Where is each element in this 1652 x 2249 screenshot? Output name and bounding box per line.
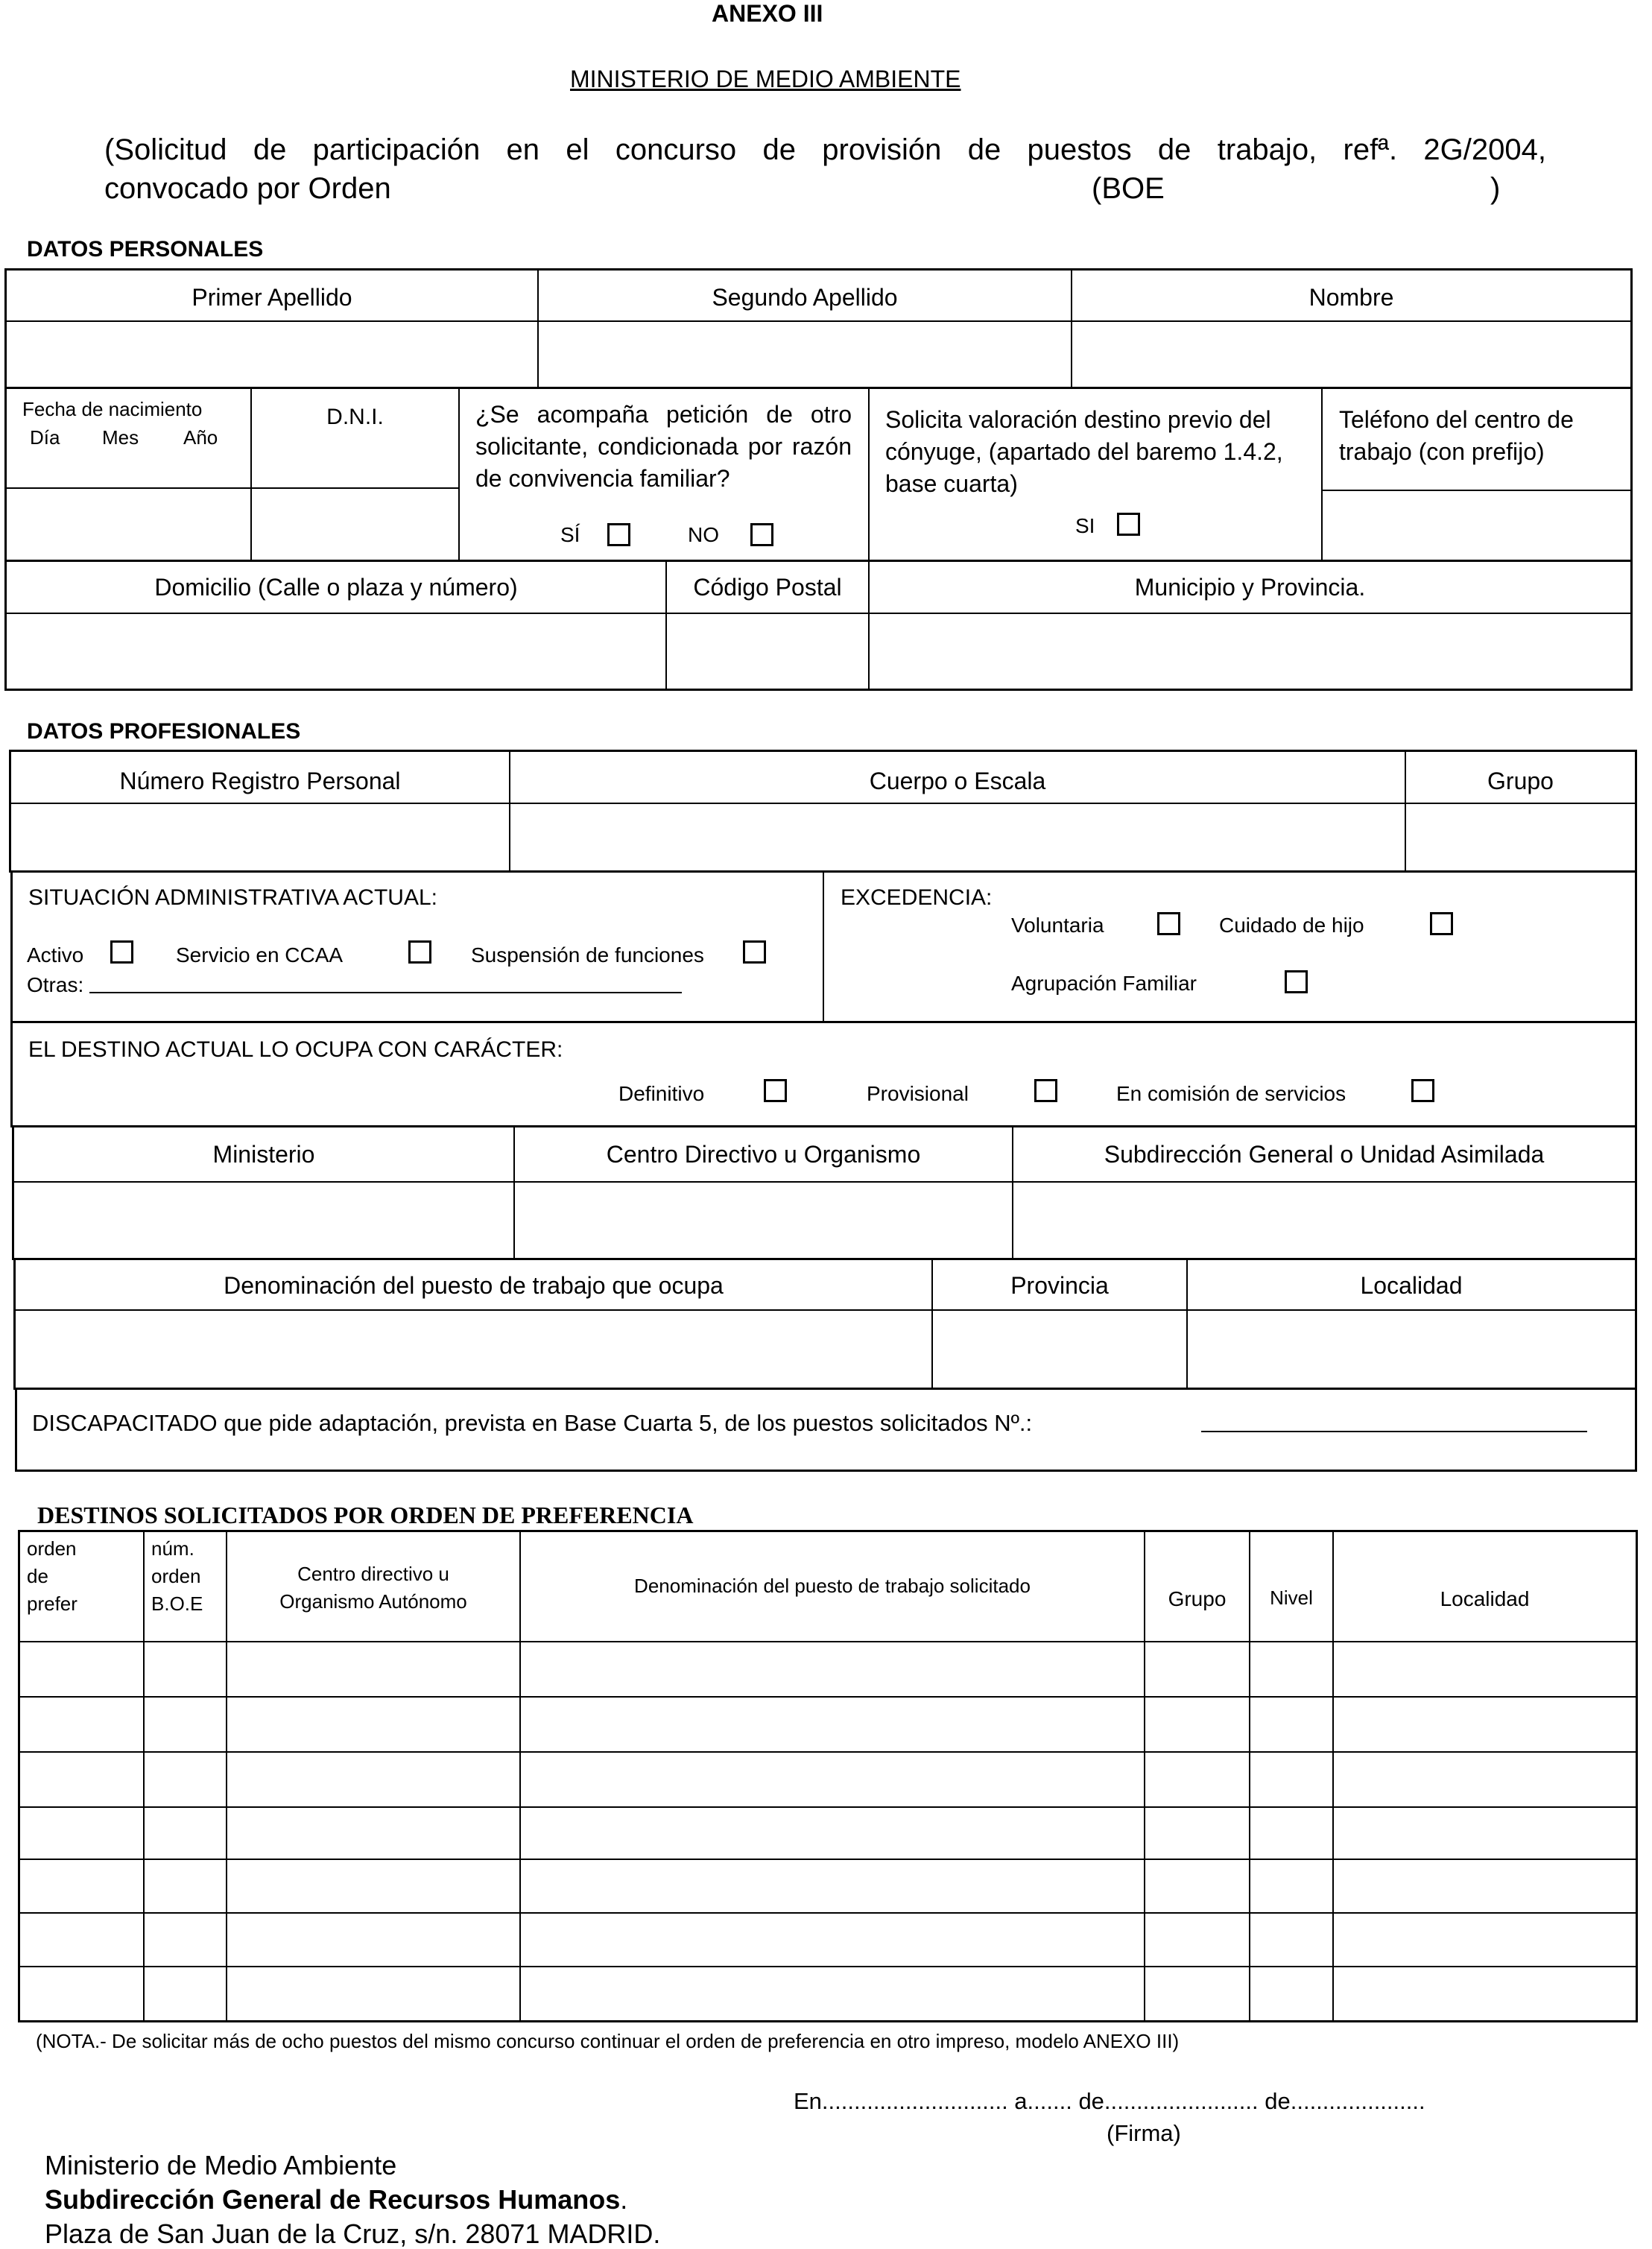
provisional-label: Provisional — [867, 1082, 969, 1105]
no-label: NO — [688, 523, 719, 546]
address-subdireccion-name: Subdirección General de Recursos Humanos — [45, 2184, 621, 2215]
col-num-line: orden — [151, 1565, 201, 1587]
suspension-checkbox[interactable] — [743, 940, 766, 964]
col-nivel-header: Nivel — [1270, 1587, 1313, 1609]
suspension-label: Suspensión de funciones — [471, 943, 704, 967]
excedencia-label: EXCEDENCIA: — [841, 885, 993, 910]
nrp-field[interactable] — [12, 806, 508, 870]
col-localidad-header: Localidad — [1440, 1587, 1530, 1610]
servicio-ccaa-checkbox[interactable] — [408, 940, 431, 964]
annex-title: ANEXO III — [712, 0, 823, 27]
col-num-header — [151, 1535, 203, 1618]
cuidado-hijo-label: Cuidado de hijo — [1219, 914, 1364, 937]
denominacion-field[interactable] — [16, 1312, 931, 1387]
discapacitado-field[interactable] — [1201, 1431, 1587, 1432]
agrupacion-label: Agrupación Familiar — [1011, 972, 1197, 995]
cuidado-hijo-checkbox[interactable] — [1430, 912, 1453, 935]
ministerio-field[interactable] — [15, 1184, 513, 1257]
nota-text: (NOTA.- De solicitar más de ocho puestos del mismo concurso continuar el orden de preferencia en otro impreso, modelo ANEXO III) — [36, 2030, 1180, 2052]
codigo-postal-label: Código Postal — [693, 574, 842, 601]
servicio-ccaa-label: Servicio en CCAA — [176, 943, 344, 967]
fecha-nacimiento-field[interactable] — [7, 490, 250, 559]
professional-section-title: DATOS PROFESIONALES — [27, 719, 301, 744]
col-centro-line: Organismo Autónomo — [279, 1590, 467, 1613]
si-checkbox[interactable] — [607, 523, 630, 546]
col-centro-line: Centro directivo u — [297, 1563, 449, 1585]
table-row[interactable] — [20, 1642, 1636, 1696]
firma-label: (Firma) — [1107, 2120, 1181, 2146]
col-orden-line: orden — [27, 1537, 77, 1560]
definitivo-label: Definitivo — [618, 1082, 705, 1105]
situacion-label: SITUACIÓN ADMINISTRATIVA ACTUAL: — [28, 885, 437, 910]
dni-field[interactable] — [253, 490, 458, 559]
codigo-postal-field[interactable] — [668, 616, 867, 688]
ministry-title: MINISTERIO DE MEDIO AMBIENTE — [570, 66, 961, 92]
subdireccion-label: Subdirección General o Unidad Asimilada — [1104, 1141, 1545, 1168]
destinos-section-title: DESTINOS SOLICITADOS POR ORDEN DE PREFERENCIA — [37, 1502, 694, 1528]
table-row[interactable] — [20, 1753, 1636, 1806]
segundo-apellido-label: Segundo Apellido — [712, 284, 898, 311]
dia-label: Día — [30, 426, 60, 449]
table-row[interactable] — [20, 1914, 1636, 1966]
activo-label: Activo — [27, 943, 84, 967]
primer-apellido-label: Primer Apellido — [192, 284, 352, 311]
otras-field[interactable] — [89, 992, 682, 993]
si-valoracion-label: SI — [1075, 514, 1095, 537]
intro-line-1: (Solicitud de participación en el concurso de provisión de puestos de trabajo, refª. 2G/2004, — [104, 133, 1546, 166]
domicilio-field[interactable] — [7, 616, 665, 688]
col-num-line: núm. — [151, 1537, 194, 1560]
cuerpo-field[interactable] — [511, 806, 1404, 870]
telefono-label: Teléfono del centro de trabajo (con prefijo) — [1339, 406, 1574, 465]
col-orden-header — [27, 1535, 77, 1618]
si-label: SÍ — [560, 523, 580, 546]
provincia-field[interactable] — [934, 1312, 1186, 1387]
municipio-field[interactable] — [870, 616, 1630, 688]
mes-label: Mes — [102, 426, 139, 449]
voluntaria-label: Voluntaria — [1011, 914, 1104, 937]
table-row[interactable] — [20, 1808, 1636, 1859]
address-subdireccion-dot: . — [620, 2184, 628, 2215]
segundo-apellido-field[interactable] — [539, 323, 1070, 386]
personal-section-title: DATOS PERSONALES — [27, 237, 264, 262]
subdireccion-field[interactable] — [1014, 1184, 1634, 1257]
acompana-peticion-label: ¿Se acompaña petición de otro solicitante, condicionada por razón de convivencia familiar? — [475, 401, 852, 492]
address-ministry: Ministerio de Medio Ambiente — [45, 2150, 397, 2180]
fecha-nacimiento-label: Fecha de nacimiento — [22, 398, 203, 420]
discapacitado-label: DISCAPACITADO que pide adaptación, prevista en Base Cuarta 5, de los puestos solicitados Nº.: — [32, 1410, 1033, 1436]
grupo-field[interactable] — [1407, 806, 1634, 870]
destino-actual-label: EL DESTINO ACTUAL LO OCUPA CON CARÁCTER: — [28, 1037, 563, 1062]
table-row[interactable] — [20, 1860, 1636, 1912]
col-orden-line: de — [27, 1565, 48, 1587]
no-checkbox[interactable] — [750, 523, 773, 546]
nrp-label: Número Registro Personal — [119, 768, 401, 794]
address-street: Plaza de San Juan de la Cruz, s/n. 28071 MADRID. — [45, 2218, 661, 2249]
grupo-label: Grupo — [1487, 768, 1554, 794]
anio-label: Año — [183, 426, 218, 449]
ministerio-label: Ministerio — [212, 1141, 315, 1168]
col-denominacion-header: Denominación del puesto de trabajo solicitado — [634, 1575, 1031, 1597]
intro-line-2-boe: (BOE — [1092, 172, 1165, 205]
telefono-field[interactable] — [1323, 493, 1630, 559]
intro-line-2-orden: convocado por Orden — [104, 172, 391, 205]
primer-apellido-field[interactable] — [7, 323, 537, 386]
nombre-label: Nombre — [1308, 284, 1394, 311]
table-row[interactable] — [20, 1967, 1636, 2020]
municipio-label: Municipio y Provincia. — [1134, 574, 1366, 601]
centro-directivo-field[interactable] — [516, 1184, 1011, 1257]
table-row[interactable] — [20, 1698, 1636, 1751]
domicilio-label: Domicilio (Calle o plaza y número) — [154, 574, 518, 601]
col-num-line: B.O.E — [151, 1592, 203, 1615]
denominacion-label: Denominación del puesto de trabajo que ocupa — [224, 1272, 724, 1299]
intro-line-2-close: ) — [1490, 172, 1501, 205]
cuerpo-label: Cuerpo o Escala — [869, 768, 1046, 794]
activo-checkbox[interactable] — [110, 940, 133, 964]
col-grupo-header: Grupo — [1168, 1587, 1227, 1610]
comision-checkbox[interactable] — [1411, 1079, 1434, 1102]
si-valoracion-checkbox[interactable] — [1117, 513, 1140, 536]
localidad-field[interactable] — [1189, 1312, 1634, 1387]
nombre-field[interactable] — [1073, 323, 1630, 386]
comision-label: En comisión de servicios — [1116, 1082, 1346, 1105]
col-orden-line: prefer — [27, 1592, 77, 1615]
centro-directivo-label: Centro Directivo u Organismo — [606, 1141, 921, 1168]
valoracion-destino-label: Solicita valoración destino previo del cónyuge, (apartado del baremo 1.4.2, base cuarta) — [885, 406, 1283, 497]
provisional-checkbox[interactable] — [1034, 1079, 1057, 1102]
definitivo-checkbox[interactable] — [764, 1079, 787, 1102]
provincia-label: Provincia — [1010, 1272, 1109, 1299]
localidad-label: Localidad — [1360, 1272, 1463, 1299]
otras-label: Otras: — [27, 973, 84, 996]
agrupacion-checkbox[interactable] — [1285, 970, 1308, 993]
address-subdireccion — [45, 2184, 627, 2215]
lugar-fecha-line[interactable]: En............................. a....... de........................ de..................... — [794, 2088, 1425, 2114]
voluntaria-checkbox[interactable] — [1157, 912, 1180, 935]
dni-label: D.N.I. — [326, 405, 384, 429]
col-centro-header — [227, 1560, 519, 1616]
